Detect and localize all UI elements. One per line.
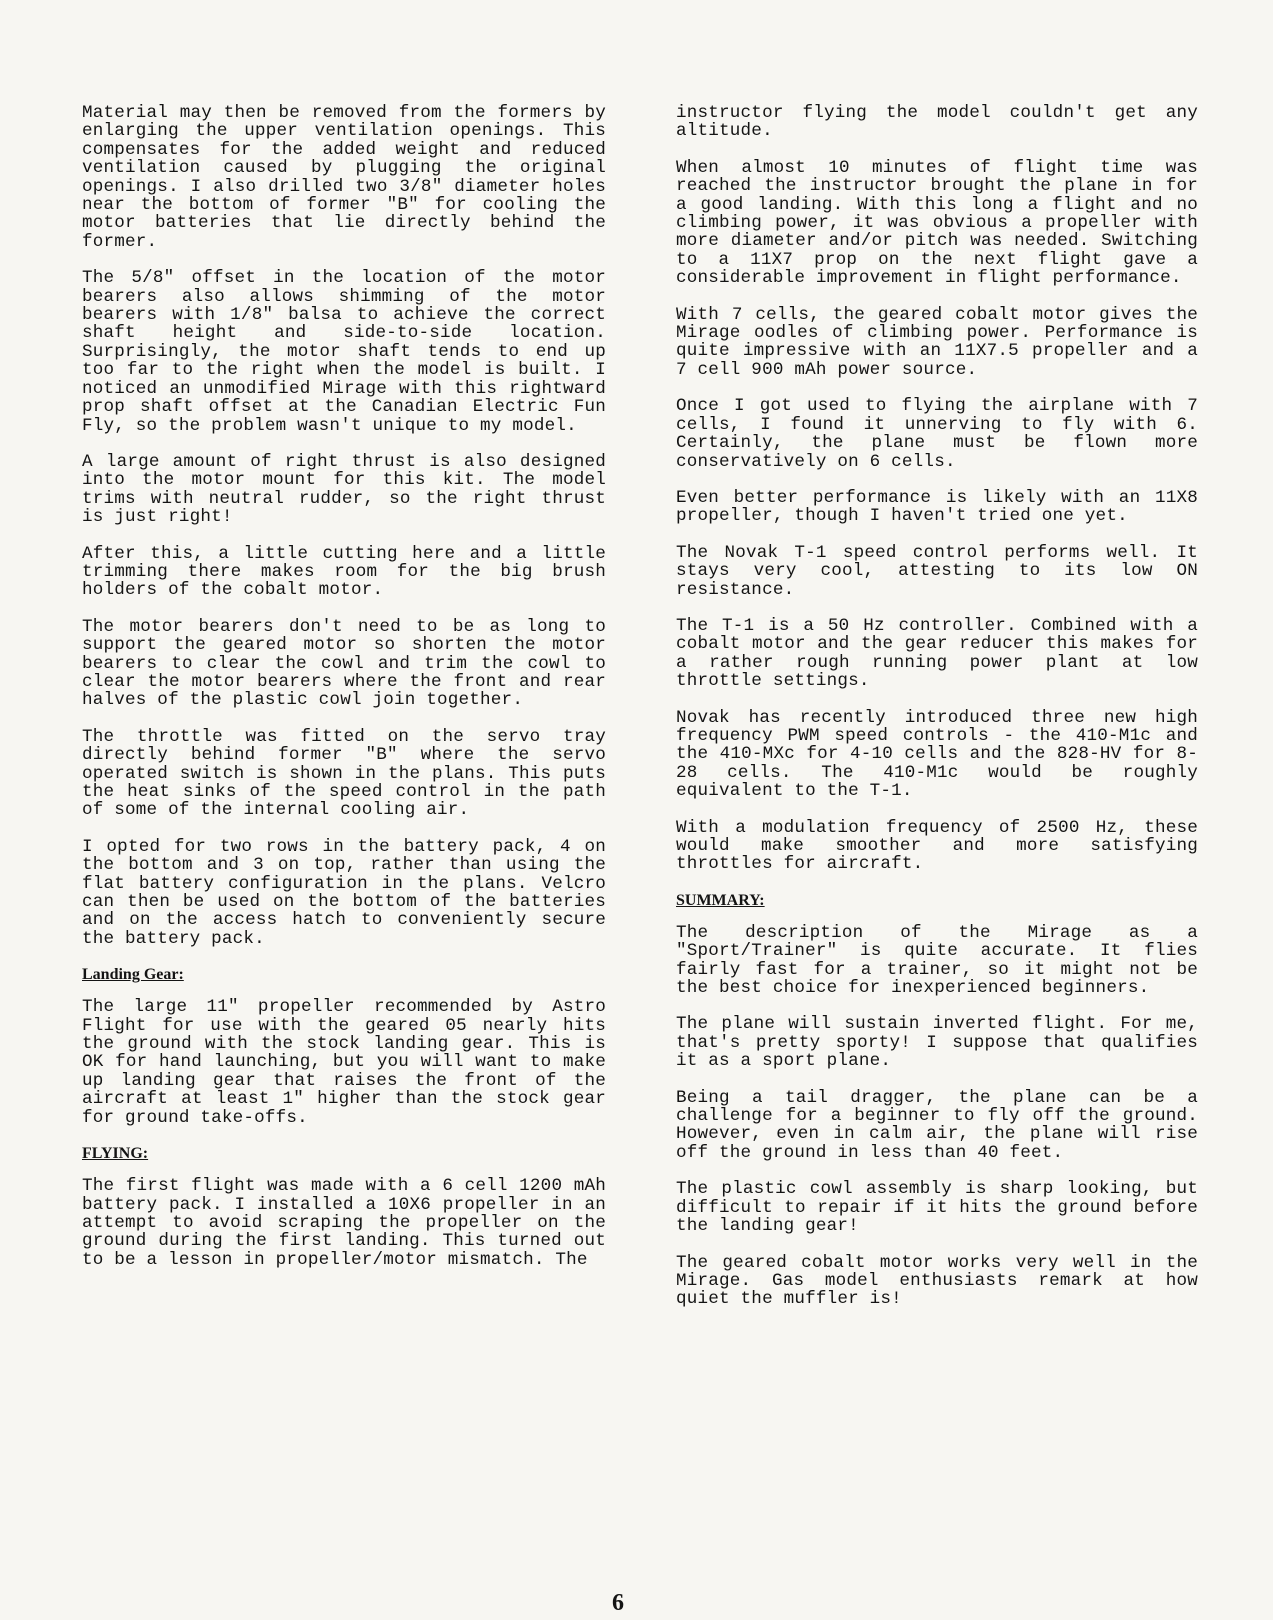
paragraph: The motor bearers don't need to be as long to support the geared motor so shorten the motor bearers to clear the cowl and trim the cowl to clear the motor bearers where the front and rear halves of the plastic cowl join together. (82, 616, 606, 711)
paragraph: A large amount of right thrust is also designed into the motor mount for this kit. The model trims with neutral rudder, so the right thrust is just right! (82, 451, 606, 528)
paragraph: The geared cobalt motor works very well in the Mirage. Gas model enthusiasts remark at how quiet the muffler is! (676, 1252, 1198, 1310)
right-column (676, 104, 1198, 1327)
page-number: 6 (612, 1590, 624, 1616)
paragraph: The large 11" propeller recommended by Astro Flight for use with the geared 05 nearly hits the ground with the stock landing gear. This is OK for hand launching, but you will want to make up landing gear that raises the front of the aircraft at least 1" higher than the stock gear for ground take-offs. (82, 997, 606, 1128)
paragraph: With 7 cells, the geared cobalt motor gives the Mirage oodles of climbing power. Performance is quite impressive with an 11X7.5 propeller and a 7 cell 900 mAh power source. (676, 304, 1198, 380)
section-heading-landing-gear: Landing Gear: (82, 966, 184, 984)
paragraph: With a modulation frequency of 2500 Hz, these would make smoother and more satisfying throttles for aircraft. (676, 817, 1198, 875)
paragraph: Material may then be removed from the formers by enlarging the upper ventilation openings. This compensates for the added weight and reduced ventilation caused by plugging the original openings. I also drilled two 3/8" diameter holes near the bottom of former "B" for cooling the motor batteries that lie directly behind the former. (82, 103, 606, 252)
paragraph: I opted for two rows in the battery pack, 4 on the bottom and 3 on top, rather than using the flat battery configuration in the plans. Velcro can then be used on the bottom of the batteries and on the access hatch to conveniently secure the battery pack. (82, 836, 606, 949)
paragraph: The description of the Mirage as a "Sport/Trainer" is quite accurate. It flies fairly fast for a trainer, so it might not be the best choice for inexperienced beginners. (676, 922, 1198, 999)
left-column (82, 104, 606, 1287)
paragraph: Being a tail dragger, the plane can be a challenge for a beginner to fly off the ground. However, even in calm air, the plane will rise off the ground in less than 40 feet. (676, 1087, 1198, 1163)
paragraph: The plastic cowl assembly is sharp looking, but difficult to repair if it hits the ground before the landing gear! (676, 1179, 1198, 1237)
paragraph: instructor flying the model couldn't get any altitude. (676, 103, 1198, 142)
paragraph: The T-1 is a 50 Hz controller. Combined with a cobalt motor and the gear reducer this makes for a rather rough running power plant at low throttle settings. (676, 615, 1198, 692)
paragraph: Novak has recently introduced three new high frequency PWM speed controls - the 410-M1c and the 410-MXc for 4-10 cells and the 828-HV for 8-28 cells. The 410-M1c would be roughly equivalent to the T-1. (676, 707, 1198, 802)
section-heading-summary: SUMMARY: (676, 891, 765, 909)
paragraph: After this, a little cutting here and a little trimming there makes room for the big brush holders of the cobalt motor. (82, 543, 606, 601)
section-heading-flying: FLYING: (82, 1145, 149, 1163)
paragraph: The throttle was fitted on the servo tray directly behind former "B" where the servo operated switch is shown in the plans. This puts the heat sinks of the speed control in the path of some of the internal cooling air. (82, 726, 606, 821)
paragraph: The first flight was made with a 6 cell 1200 mAh battery pack. I installed a 10X6 propeller in an attempt to avoid scraping the propeller on the ground during the first landing. This turned out to be a lesson in propeller/motor mismatch. The (82, 1176, 606, 1270)
paragraph: When almost 10 minutes of flight time was reached the instructor brought the plane in for a good landing. With this long a flight and no climbing power, it was obvious a propeller with more diameter and/or pitch was needed. Switching to a 11X7 prop on the next flight gave a considerable improvement in flight performance. (676, 157, 1198, 289)
paragraph: Once I got used to flying the airplane with 7 cells, I found it unnerving to fly with 6. Certainly, the plane must be flown more conservatively on 6 cells. (676, 396, 1198, 472)
paragraph: Even better performance is likely with an 11X8 propeller, though I haven't tried one yet. (676, 487, 1198, 527)
paragraph: The plane will sustain inverted flight. For me, that's pretty sporty! I suppose that qualifies it as a sport plane. (676, 1014, 1198, 1072)
paragraph: The 5/8" offset in the location of the motor bearers also allows shimming of the motor bearers with 1/8" balsa to achieve the correct shaft height and side-to-side location. Surprisingly, the motor shaft tends to end up too far to the right when the model is built. I noticed an unmodified Mirage with this rightward prop shaft offset at the Canadian Electric Fun Fly, so the problem wasn't unique to my model. (82, 268, 606, 436)
paragraph: The Novak T-1 speed control performs well. It stays very cool, attesting to its low ON resistance. (676, 542, 1198, 600)
